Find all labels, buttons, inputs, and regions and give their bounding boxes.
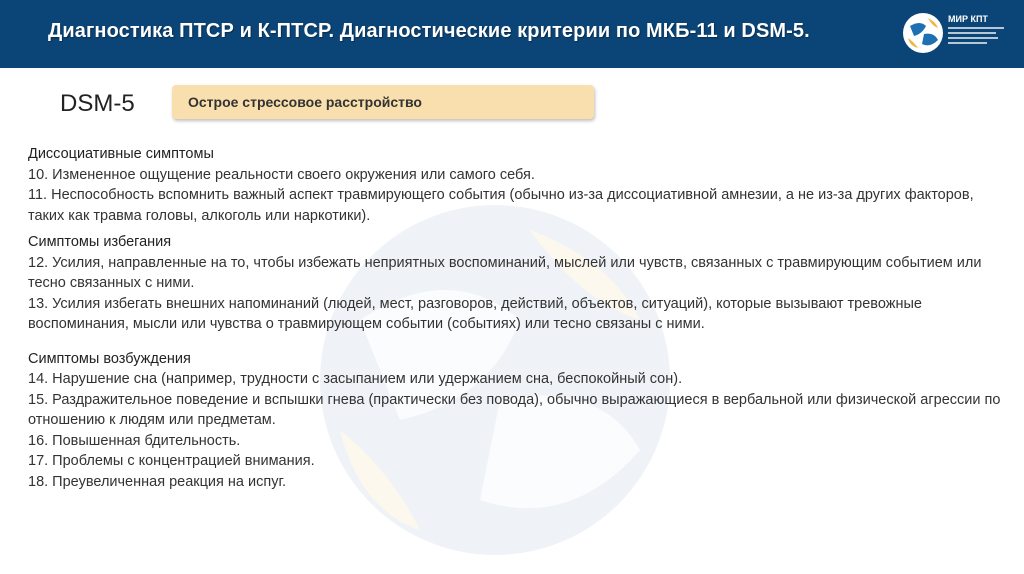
criteria-content [28,144,1003,498]
criteria-item: 15. Раздражительное поведение и вспышки гнева (практически без повода), обычно выражающиеся в вербальной или физической агрессии по отношению к людям или предметам. [28,391,1001,428]
subtitle-text: Острое стрессовое расстройство [188,94,422,110]
section-label: DSM-5 [60,90,135,117]
criteria-group [28,349,1003,493]
globe-logo-icon [902,12,944,54]
logo [902,10,1012,60]
criteria-item: 18. Преувеличенная реакция на испуг. [28,473,287,490]
group-heading: Симптомы возбуждения [28,350,191,367]
criteria-group [28,232,1003,335]
header-bar [0,0,1024,68]
slide-title: Диагностика ПТСР и К-ПТСР. Диагностические критерии по МКБ-11 и DSM-5. [48,20,810,42]
criteria-item: 16. Повышенная бдительность. [28,432,241,449]
logo-name: МИР КПТ [948,14,988,24]
criteria-item: 10. Измененное ощущение реальности своего окружения или самого себя. [28,166,535,183]
criteria-item: 14. Нарушение сна (например, трудности с засыпанием или удержанием сна, беспокойный сон). [28,371,683,387]
group-heading: Диссоциативные симптомы [28,146,214,162]
criteria-item: 11. Неспособность вспомнить важный аспект травмирующего события (обычно из-за диссоциативной амнезии, а не из-за других факторов, таких как травма головы, алкоголь или наркотики). [28,187,974,224]
group-heading: Симптомы избегания [28,234,172,250]
subtitle-box [172,85,594,119]
criteria-item: 13. Усилия избегать внешних напоминаний (людей, мест, разговоров, действий, объектов, ситуаций), которые вызывают тревожные воспоминания, мысли или чувства о травмирующем событии (событиях) или тесно связаны с ними. [28,295,922,332]
logo-subtitle-lines [948,27,1004,47]
criteria-item: 12. Усилия, направленные на то, чтобы избежать неприятных воспоминаний, мыслей или чувств, связанных с травмирующим событием или тесно связанных с ними. [28,254,982,291]
criteria-item: 17. Проблемы с концентрацией внимания. [28,453,315,469]
criteria-group [28,144,1003,226]
